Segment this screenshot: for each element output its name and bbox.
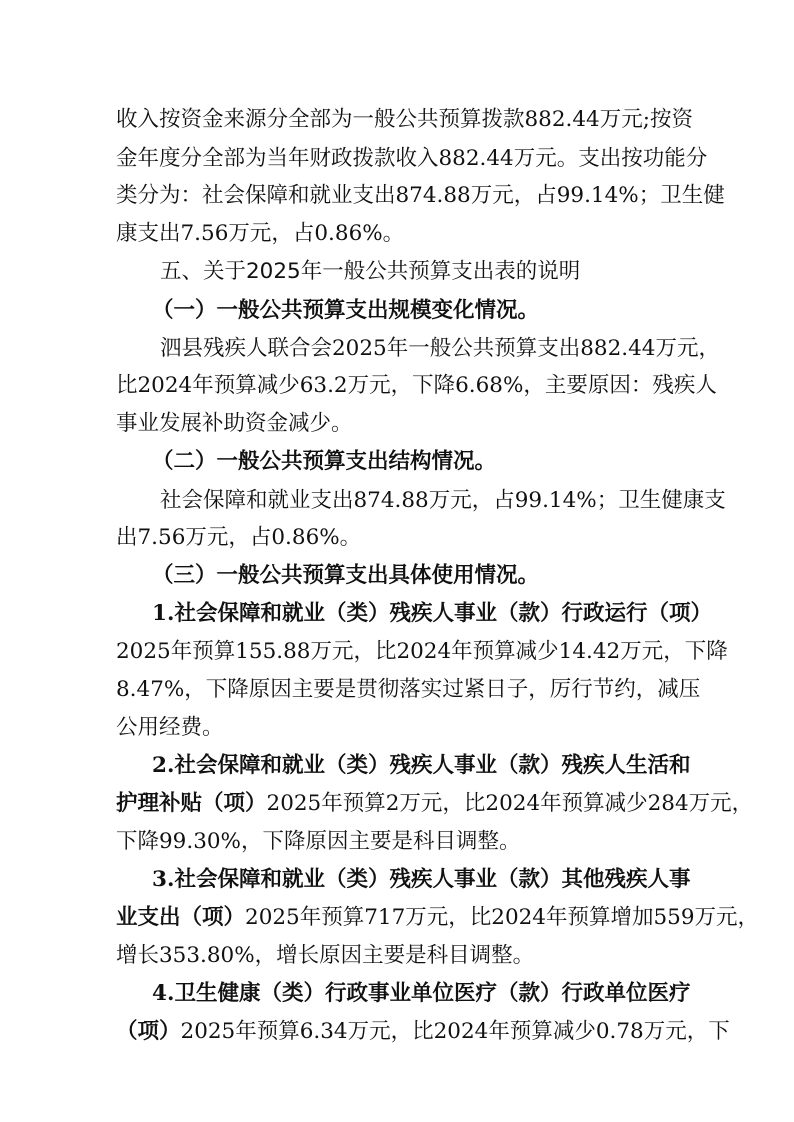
body-text-span: 2025年预算2万元，比2024年预算减少284万元， [266, 791, 754, 816]
body-text-span: 2025年预算717万元，比2024年预算增加559万元， [245, 905, 760, 930]
item-line [116, 1012, 730, 1052]
body-text-line: 增长353.80%，增长原因主要是科目调整。 [116, 943, 535, 968]
item-title-continued: 业支出（项） [116, 905, 246, 930]
subsection-heading: （一）一般公共预算支出规模变化情况。 [152, 298, 540, 323]
body-text-line: 事业发展补助资金减少。 [116, 411, 353, 436]
item-title-continued: 护理补贴（项） [116, 791, 267, 816]
item-title: 3.社会保障和就业（类）残疾人事业（款）其他残疾人事 [152, 867, 691, 892]
body-text-line: 类分为：社会保障和就业支出874.88万元，占99.14%；卫生健 [116, 183, 725, 208]
item-line [116, 898, 760, 938]
body-text-line: 2025年预算155.88万元，比2024年预算减少14.42万元，下降 [116, 639, 728, 664]
item-line [116, 784, 754, 824]
subsection-heading: （三）一般公共预算支出具体使用情况。 [152, 563, 540, 588]
item-title: 4.卫生健康（类）行政事业单位医疗（款）行政单位医疗 [152, 981, 691, 1006]
body-text-line: 8.47%，下降原因主要是贯彻落实过紧日子，厉行节约，减压 [116, 677, 701, 702]
item-title: 2.社会保障和就业（类）残疾人事业（款）残疾人生活和 [152, 753, 691, 778]
body-text-span: 2025年预算6.34万元，比2024年预算减少0.78万元，下 [180, 1019, 730, 1044]
body-text-line: 出7.56万元，占0.86%。 [116, 525, 362, 550]
item-title-continued: （项） [116, 1019, 181, 1044]
body-text-line: 金年度分全部为当年财政拨款收入882.44万元。支出按功能分 [116, 146, 708, 171]
body-text-line: 社会保障和就业支出874.88万元，占99.14%；卫生健康支 [160, 488, 726, 513]
body-text-line: 泗县残疾人联合会2025年一般公共预算支出882.44万元， [160, 336, 720, 361]
body-text-line: 康支出7.56万元，占0.86%。 [116, 221, 405, 246]
body-text-line: 比2024年预算减少63.2万元，下降6.68%，主要原因：残疾人 [116, 373, 717, 398]
body-text-line: 下降99.30%，下降原因主要是科目调整。 [116, 829, 521, 854]
subsection-heading: （二）一般公共预算支出结构情况。 [152, 449, 497, 474]
body-text-line: 公用经费。 [116, 715, 224, 740]
item-title: 1.社会保障和就业（类）残疾人事业（款）行政运行（项） [152, 601, 712, 626]
body-text-line: 收入按资金来源分全部为一般公共预算拨款882.44万元;按资 [116, 107, 693, 132]
section-heading: 五、关于2025年一般公共预算支出表的说明 [160, 259, 581, 284]
